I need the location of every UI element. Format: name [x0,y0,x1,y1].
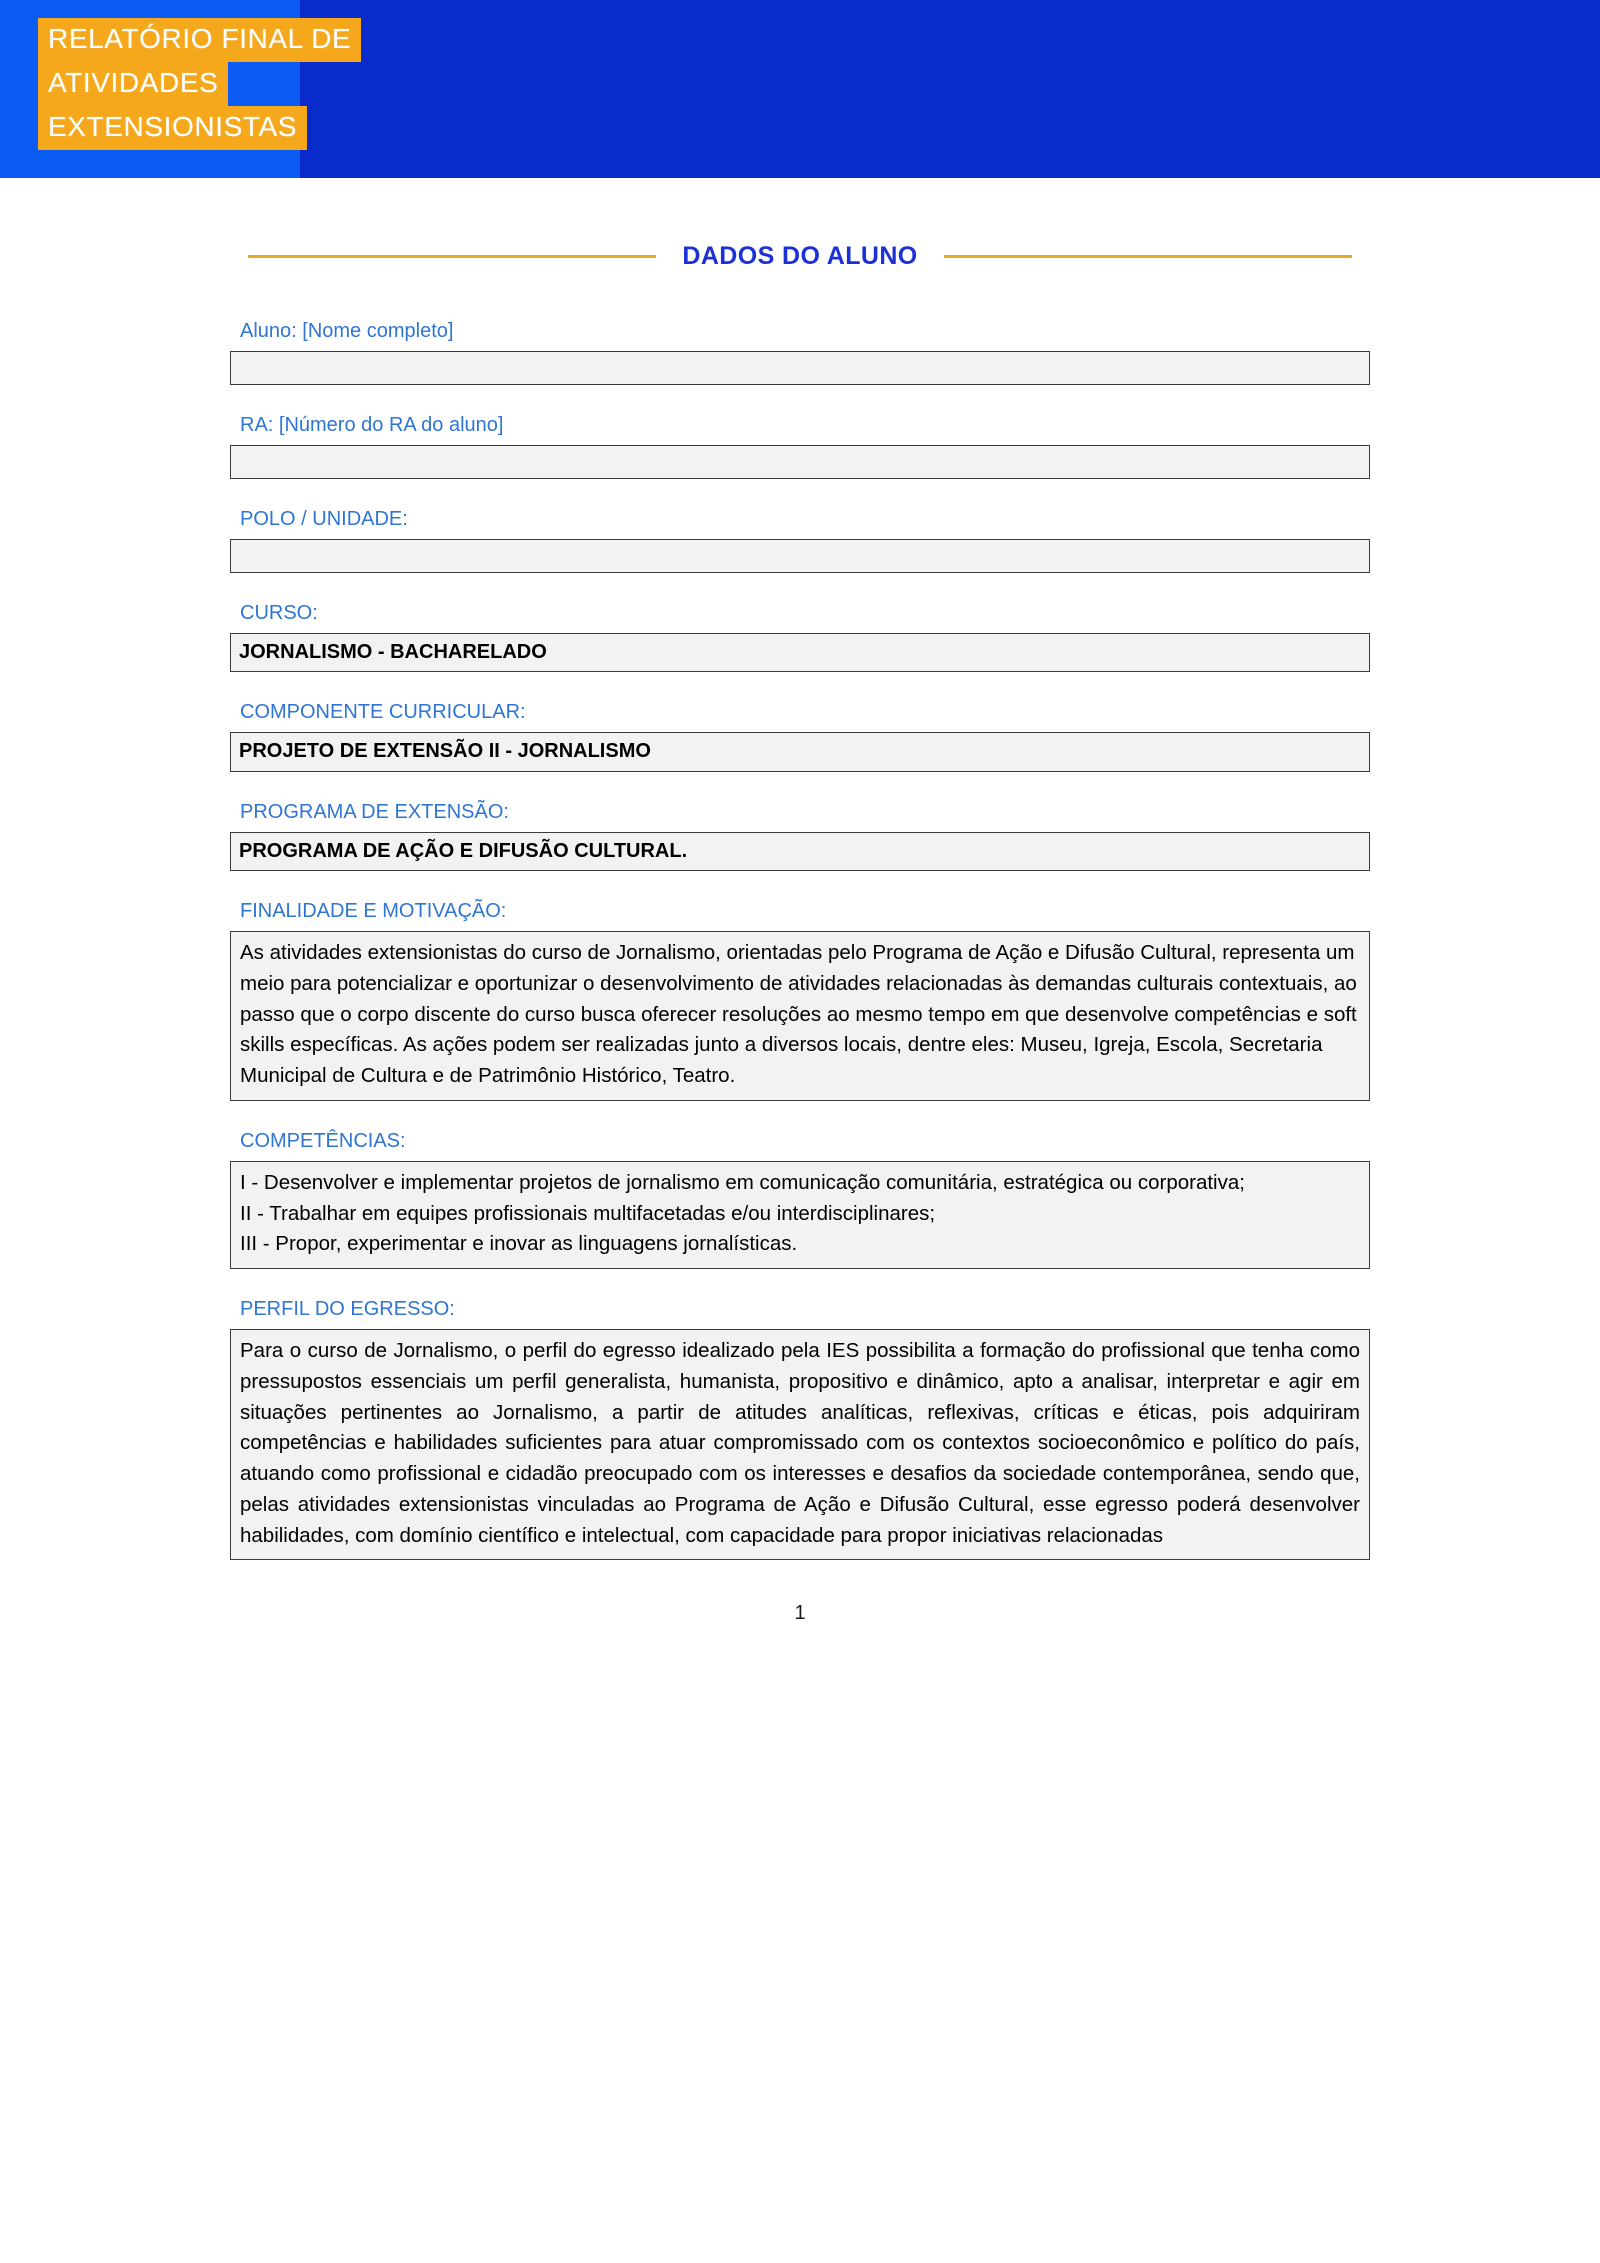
input-finalidade-motivacao[interactable] [230,931,1370,1101]
header-banner [0,0,1600,178]
input-perfil-egresso[interactable] [230,1329,1370,1560]
input-componente-curricular-value: PROJETO DE EXTENSÃO II - JORNALISMO [239,740,651,763]
field-label-perfil-egresso: PERFIL DO EGRESSO: [240,1298,455,1321]
banner-title-line-1: RELATÓRIO FINAL DE [38,18,361,62]
field-programa-extensao [230,798,1370,871]
banner-title [38,18,458,150]
field-label-programa-extensao: PROGRAMA DE EXTENSÃO: [240,800,509,823]
competencia-item-3: III - Propor, experimentar e inovar as linguagens jornalísticas. [240,1232,798,1256]
field-label-componente-curricular: COMPONENTE CURRICULAR: [240,701,526,724]
field-polo-unidade [230,505,1370,573]
field-competencias [230,1127,1370,1269]
field-label-aluno: Aluno: [Nome completo] [240,320,454,342]
field-aluno [230,317,1370,385]
field-componente-curricular [230,698,1370,771]
page-number: 1 [794,1602,806,1625]
field-curso [230,599,1370,672]
input-programa-extensao[interactable] [230,832,1370,871]
input-curso[interactable] [230,633,1370,672]
field-label-curso: CURSO: [240,602,318,624]
input-programa-extensao-value: PROGRAMA DE AÇÃO E DIFUSÃO CULTURAL. [239,839,688,862]
input-competencias[interactable] [230,1161,1370,1269]
section-rule-left [248,255,656,258]
field-perfil-egresso [230,1295,1370,1560]
banner-title-line-3: EXTENSIONISTAS [38,106,307,150]
section-title: DADOS DO ALUNO [682,242,918,270]
input-curso-value: JORNALISMO - BACHARELADO [239,641,547,663]
input-ra[interactable] [230,445,1370,479]
page-content [230,178,1370,1655]
input-componente-curricular[interactable] [230,732,1370,771]
section-rule-right [944,255,1352,258]
competencia-item-1: I - Desenvolver e implementar projetos de jornalismo em comunicação comunitária, estratégica ou corporativa; [240,1170,1245,1194]
field-label-finalidade-motivacao: FINALIDADE E MOTIVAÇÃO: [240,900,507,923]
competencia-item-2: II - Trabalhar em equipes profissionais multifacetadas e/ou interdisciplinares; [240,1201,936,1225]
field-finalidade-motivacao [230,897,1370,1101]
input-finalidade-motivacao-value: As atividades extensionistas do curso de Jornalismo, orientadas pelo Programa de Ação e Difusão Cultural, representa um meio para potencializar e oportunizar o desenvolvimento de atividades relacionadas às demandas culturais contextuais, ao passo que o corpo discente do curso busca oferecer resoluções ao mesmo tempo em que desenvolve competências e soft skills específicas. As ações podem ser realizadas junto a diversos locais, dentre eles: Museu, Igreja, Escola, Secretaria Municipal de Cultura e de Patrimônio Histórico, Teatro. [240,941,1357,1088]
field-label-ra: RA: [Número do RA do aluno] [240,414,504,436]
input-polo-unidade[interactable] [230,539,1370,573]
field-label-polo-unidade: POLO / UNIDADE: [240,508,408,530]
document-page [0,178,1600,1655]
field-ra [230,411,1370,479]
field-label-competencias: COMPETÊNCIAS: [240,1129,406,1152]
input-aluno[interactable] [230,351,1370,385]
input-perfil-egresso-value: Para o curso de Jornalismo, o perfil do egresso idealizado pela IES possibilita a formação do profissional que tenha como pressupostos essenciais um perfil generalista, humanista, propositivo e dinâmico, apto a analisar, interpretar e agir em situações pertinentes ao Jornalismo, a partir de atitudes analíticas, reflexivas, críticas e éticas, pois adquiriram competências e habilidades suficientes para atuar compromissado com os contextos socioeconômico e político do país, atuando como profissional e cidadão preocupado com os interesses e desafios da sociedade contemporânea, sendo que, pelas atividades extensionistas vinculadas ao Programa de Ação e Difusão Cultural, esse egresso poderá desenvolver habilidades, com domínio científico e intelectual, com capacidade para propor iniciativas relacionadas [240,1339,1360,1547]
banner-title-line-2: ATIVIDADES [38,62,228,106]
section-header [230,242,1370,271]
